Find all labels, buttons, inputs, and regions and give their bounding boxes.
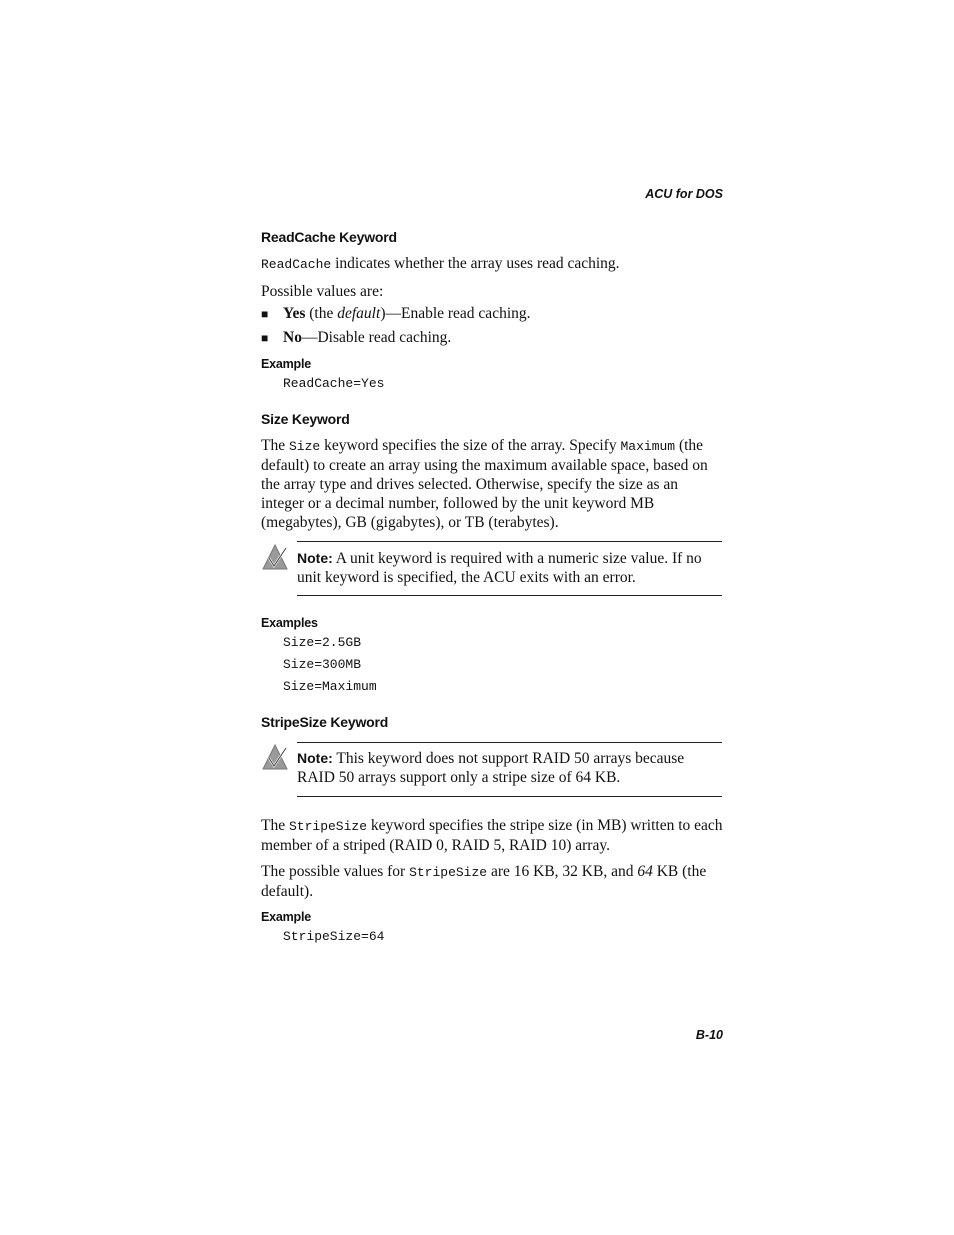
stripesize-example-code: StripeSize=64 [283,929,385,944]
code-stripesize: StripeSize [409,865,488,880]
readcache-heading: ReadCache Keyword [261,229,397,245]
yes-default: default [337,305,381,322]
no-label: No [283,329,302,346]
stripesize-p2-c: KB (the default). [261,863,707,900]
bullet-marker: ■ [261,331,269,345]
size-p1-a: The [261,437,289,454]
stripesize-heading: StripeSize Keyword [261,714,389,730]
size-p1-c: (the default) to create an array using the maximum available space, based on the array type and drives selected. Otherwise, specify the size as an integer or a decimal number, followed by the unit keyword MB (megabytes), GB (gigabytes), or TB (terabytes). [261,437,708,531]
stripesize-paragraph-1 [261,816,723,855]
readcache-intro-text: indicates whether the array uses read caching. [331,255,620,272]
stripesize-note [297,749,723,787]
note-rule-bottom [297,595,722,596]
code-size: Size [288,439,321,454]
note-icon [261,543,289,571]
size-p1-b: keyword specifies the size of the array. Specify [320,437,621,454]
size-example-code: Size=2.5GB [283,635,362,650]
code-maximum: Maximum [620,439,676,454]
stripesize-note-text: This keyword does not support RAID 50 arrays because RAID 50 arrays support only a stripe size of 64 KB. [297,750,685,786]
yes-pre: (the [305,305,338,322]
note-label: Note: [297,750,333,766]
yes-post: )—Enable read caching. [380,305,531,322]
note-label: Note: [297,550,333,566]
size-examples-heading: Examples [261,616,318,630]
code-stripesize: StripeSize [288,819,367,834]
stripesize-example-heading: Example [261,910,312,924]
yes-label: Yes [283,305,306,322]
stripesize-p2-a: The possible values for [261,863,410,880]
code-readcache: ReadCache [261,257,332,272]
no-text: —Disable read caching. [301,329,452,346]
stripesize-p2-b: are 16 KB, 32 KB, and [487,863,638,880]
readcache-intro [261,254,723,274]
bullet-no [283,328,451,347]
size-example-code: Size=Maximum [283,679,377,694]
note-rule-top [297,742,722,743]
possible-values-text: Possible values are: [261,283,384,300]
size-note-text: A unit keyword is required with a numeric size value. If no unit keyword is specified, the ACU exits with an error. [297,550,702,586]
note-icon [261,743,289,771]
size-example-code: Size=300MB [283,657,362,672]
stripesize-p1-a: The [261,817,289,834]
size-heading: Size Keyword [261,411,350,427]
bullet-marker: ■ [261,307,269,321]
running-head: ACU for DOS [645,187,723,201]
readcache-example-code: ReadCache=Yes [283,376,385,391]
size-paragraph [261,436,723,532]
readcache-example-heading: Example [261,357,312,371]
note-rule-top [297,541,722,542]
note-rule-bottom [297,796,722,797]
stripesize-p1-b: keyword specifies the stripe size (in MB) written to each member of a striped (RAID 0, RAID 5, RAID 10) array. [261,817,723,854]
stripesize-paragraph-2 [261,862,723,901]
size-note [297,549,723,587]
stripesize-default-value: 64 [637,863,653,880]
page-number: B-10 [695,1028,723,1042]
bullet-yes [283,304,531,323]
